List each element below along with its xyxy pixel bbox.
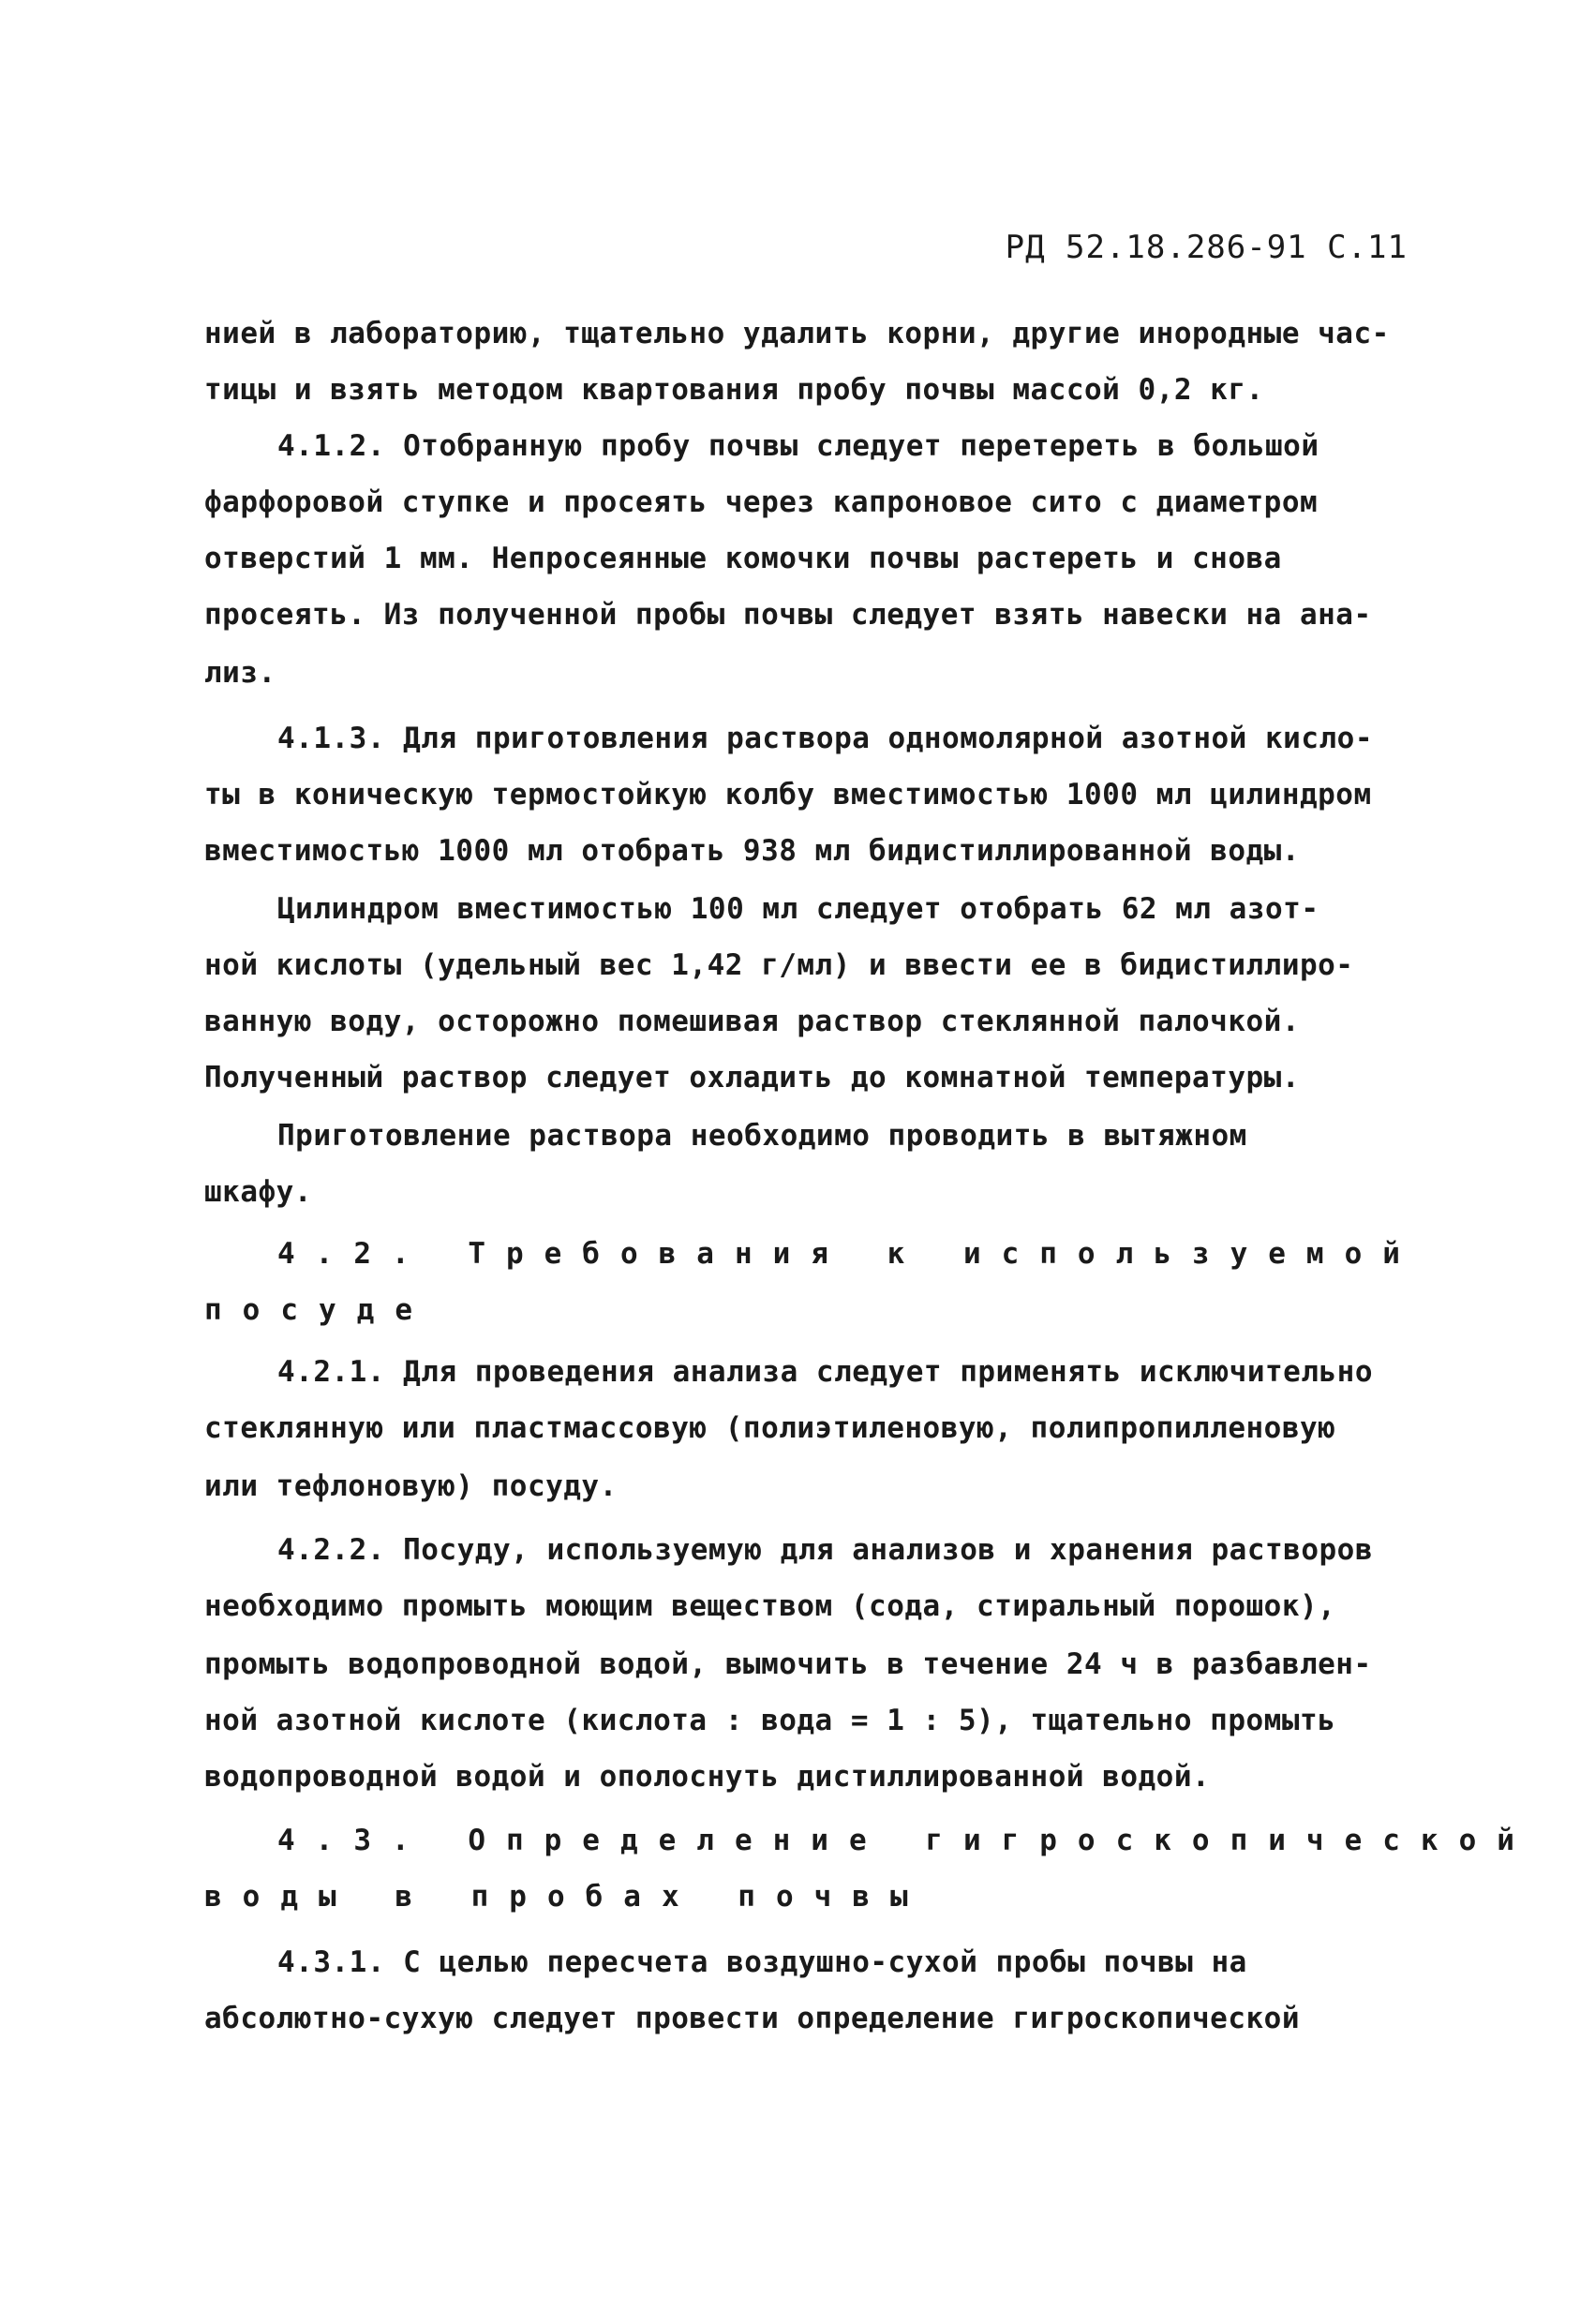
text-line: Приготовление раствора необходимо проводить в вытяжном — [277, 1119, 1247, 1153]
text-line: лиз. — [204, 656, 276, 690]
section-heading: 4.3. Определение гигроскопической — [277, 1824, 1535, 1857]
section-heading: 4.2. Требования к используемой — [277, 1237, 1421, 1271]
section-heading: воды в пробах почвы — [204, 1880, 929, 1914]
text-line: шкафу. — [204, 1175, 312, 1209]
text-line: абсолютно-сухую следует провести определение гигроскопической — [204, 2002, 1300, 2035]
text-line: фарфоровой ступке и просеять через капроновое сито с диаметром — [204, 485, 1319, 519]
text-line: ной кислоты (удельный вес 1,42 г/мл) и ввести ее в бидистиллиро- — [204, 948, 1354, 982]
page-header: РД 52.18.286-91 С.11 — [1005, 229, 1408, 266]
text-line: тицы и взять методом квартования пробу почвы массой 0,2 кг. — [204, 373, 1264, 407]
text-line: 4.2.1. Для проведения анализа следует применять исключительно — [277, 1355, 1373, 1389]
text-line: 4.3.1. С целью пересчета воздушно-сухой пробы почвы на — [277, 1945, 1247, 1979]
text-line: Цилиндром вместимостью 100 мл следует отобрать 62 мл азот- — [277, 892, 1319, 926]
text-line: ной азотной кислоте (кислота : вода = 1 : 5), тщательно промыть — [204, 1704, 1336, 1737]
text-line: просеять. Из полученной пробы почвы следует взять навески на ана- — [204, 598, 1372, 632]
text-line: водопроводной водой и ополоснуть дистиллированной водой. — [204, 1760, 1211, 1794]
text-line: 4.1.2. Отобранную пробу почвы следует перетереть в большой — [277, 429, 1319, 463]
text-line: Полученный раствор следует охладить до комнатной температуры. — [204, 1061, 1300, 1095]
text-line: ванную воду, осторожно помешивая раствор стеклянной палочкой. — [204, 1005, 1300, 1038]
text-line: вместимостью 1000 мл отобрать 938 мл бидистиллированной воды. — [204, 834, 1300, 868]
section-heading: посуде — [204, 1293, 433, 1327]
text-line: или тефлоновую) посуду. — [204, 1469, 618, 1503]
text-line: промыть водопроводной водой, вымочить в течение 24 ч в разбавлен- — [204, 1647, 1372, 1681]
text-line: необходимо промыть моющим веществом (сода, стиральный порошок), — [204, 1589, 1336, 1623]
text-line: стеклянную или пластмассовую (полиэтиленовую, полипропилленовую — [204, 1411, 1336, 1445]
text-line: 4.1.3. Для приготовления раствора одномолярной азотной кисло- — [277, 722, 1373, 755]
text-line: отверстий 1 мм. Непросеянные комочки почвы растереть и снова — [204, 542, 1282, 575]
text-line: ты в коническую термостойкую колбу вместимостью 1000 мл цилиндром — [204, 778, 1372, 812]
text-line: 4.2.2. Посуду, используемую для анализов и хранения растворов — [277, 1533, 1373, 1567]
text-line: нией в лабораторию, тщательно удалить корни, другие инородные час- — [204, 317, 1390, 350]
